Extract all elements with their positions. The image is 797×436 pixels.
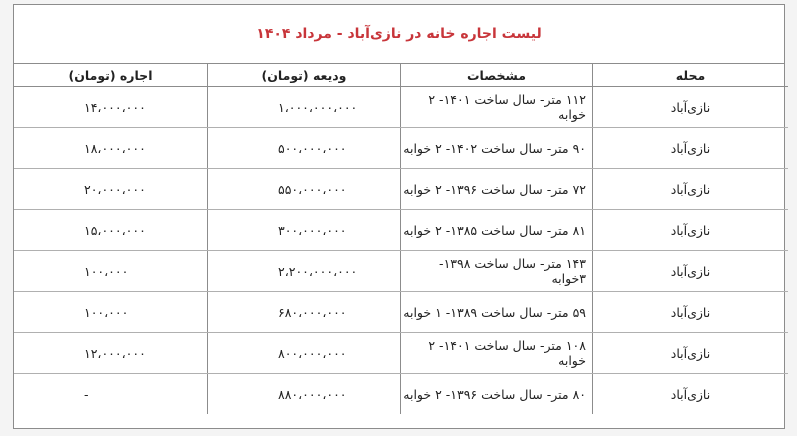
table-row xyxy=(14,333,788,374)
rent-value: ۲۰،۰۰۰،۰۰۰ xyxy=(84,181,146,197)
table-body xyxy=(14,87,788,415)
deposit-value: ۸۸۰،۰۰۰،۰۰۰ xyxy=(278,386,347,402)
cell-deposit xyxy=(208,87,401,128)
table-header xyxy=(14,64,788,87)
deposit-value: ۲،۲۰۰،۰۰۰،۰۰۰ xyxy=(278,263,358,279)
rent-value: ۱۴،۰۰۰،۰۰۰ xyxy=(84,99,146,115)
cell-area: نازی‌آباد xyxy=(593,169,789,210)
rental-listing-sheet xyxy=(13,4,785,429)
deposit-value: ۵۰۰،۰۰۰،۰۰۰ xyxy=(278,140,347,156)
table-row xyxy=(14,87,788,128)
deposit-value: ۵۵۰،۰۰۰،۰۰۰ xyxy=(278,181,347,197)
cell-rent xyxy=(14,251,208,292)
title-row xyxy=(14,5,784,64)
table-row xyxy=(14,169,788,210)
cell-spec: ۹۰ متر- سال ساخت ۱۴۰۲- ۲ خوابه xyxy=(401,128,593,169)
deposit-value: ۳۰۰،۰۰۰،۰۰۰ xyxy=(278,222,347,238)
deposit-value: ۱،۰۰۰،۰۰۰،۰۰۰ xyxy=(278,99,358,115)
cell-area: نازی‌آباد xyxy=(593,210,789,251)
rent-value: - xyxy=(84,386,89,402)
rent-value: ۱۰۰،۰۰۰ xyxy=(84,304,129,320)
cell-deposit xyxy=(208,292,401,333)
cell-rent xyxy=(14,292,208,333)
table-row xyxy=(14,292,788,333)
cell-spec: ۸۱ متر- سال ساخت ۱۳۸۵- ۲ خوابه xyxy=(401,210,593,251)
cell-rent xyxy=(14,169,208,210)
cell-rent xyxy=(14,128,208,169)
cell-spec: ۷۲ متر- سال ساخت ۱۳۹۶- ۲ خوابه xyxy=(401,169,593,210)
cell-area: نازی‌آباد xyxy=(593,292,789,333)
cell-spec: ۵۹ متر- سال ساخت ۱۳۸۹- ۱ خوابه xyxy=(401,292,593,333)
cell-deposit xyxy=(208,210,401,251)
page-title: لیست اجاره خانه در نازی‌آباد - مرداد ۱۴۰۴ xyxy=(256,26,542,42)
cell-spec: ۱۰۸ متر- سال ساخت ۱۴۰۱- ۲ خوابه xyxy=(401,333,593,374)
deposit-value: ۸۰۰،۰۰۰،۰۰۰ xyxy=(278,345,347,361)
cell-spec: ۸۰ متر- سال ساخت ۱۳۹۶- ۲ خوابه xyxy=(401,374,593,415)
table-row xyxy=(14,251,788,292)
cell-deposit xyxy=(208,128,401,169)
cell-area: نازی‌آباد xyxy=(593,251,789,292)
cell-deposit xyxy=(208,169,401,210)
rental-table xyxy=(14,64,788,414)
cell-deposit xyxy=(208,251,401,292)
cell-rent xyxy=(14,210,208,251)
table-row xyxy=(14,128,788,169)
header-row xyxy=(14,64,788,87)
rent-value: ۱۲،۰۰۰،۰۰۰ xyxy=(84,345,146,361)
table-row xyxy=(14,374,788,415)
cell-deposit xyxy=(208,333,401,374)
cell-area: نازی‌آباد xyxy=(593,374,789,415)
cell-area: نازی‌آباد xyxy=(593,87,789,128)
cell-spec: ۱۱۲ متر- سال ساخت ۱۴۰۱- ۲ خوابه xyxy=(401,87,593,128)
deposit-value: ۶۸۰،۰۰۰،۰۰۰ xyxy=(278,304,347,320)
cell-rent xyxy=(14,374,208,415)
header-area: محله xyxy=(593,64,789,87)
cell-rent xyxy=(14,87,208,128)
header-rent: اجاره (تومان) xyxy=(14,64,208,87)
rent-value: ۱۰۰،۰۰۰ xyxy=(84,263,129,279)
cell-rent xyxy=(14,333,208,374)
header-spec: مشخصات xyxy=(401,64,593,87)
table-row xyxy=(14,210,788,251)
cell-area: نازی‌آباد xyxy=(593,128,789,169)
rent-value: ۱۵،۰۰۰،۰۰۰ xyxy=(84,222,146,238)
cell-spec: ۱۴۳ متر- سال ساخت ۱۳۹۸- ۳خوابه xyxy=(401,251,593,292)
header-deposit: ودیعه (تومان) xyxy=(208,64,401,87)
rent-value: ۱۸،۰۰۰،۰۰۰ xyxy=(84,140,146,156)
cell-deposit xyxy=(208,374,401,415)
cell-area: نازی‌آباد xyxy=(593,333,789,374)
